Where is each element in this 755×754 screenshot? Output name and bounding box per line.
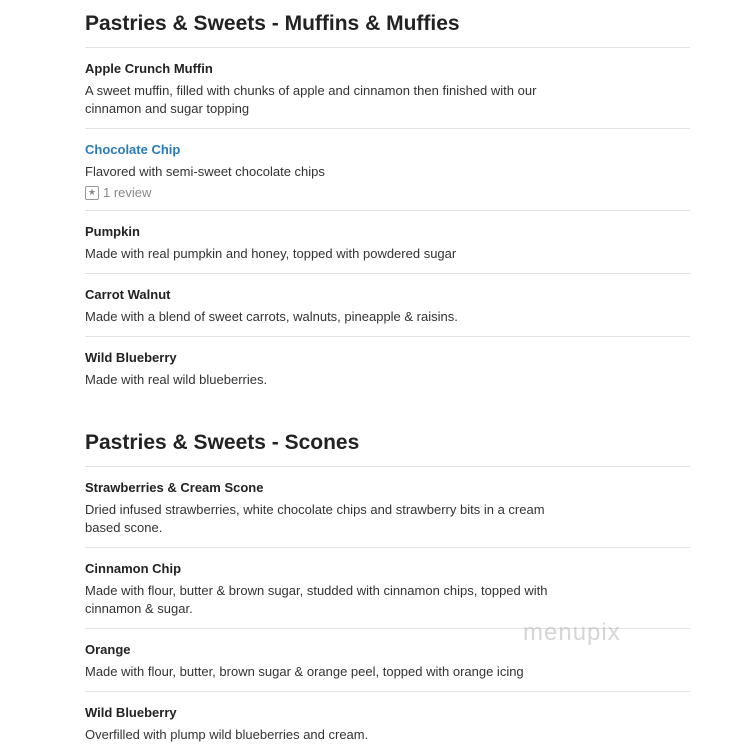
- item-description: Made with a blend of sweet carrots, walnuts, pineapple & raisins.: [85, 309, 458, 324]
- item-name: Apple Crunch Muffin: [85, 61, 213, 76]
- menu-item: [85, 129, 690, 211]
- menu-item: [85, 467, 690, 548]
- item-name-link[interactable]: Chocolate Chip: [85, 142, 181, 157]
- watermark: menupix: [523, 619, 621, 646]
- item-name: Cinnamon Chip: [85, 561, 182, 576]
- item-name: Strawberries & Cream Scone: [85, 480, 264, 495]
- menu-item: [85, 692, 690, 754]
- menu-item: [85, 211, 690, 274]
- item-name: Carrot Walnut: [85, 287, 171, 302]
- menu-item: [85, 337, 690, 399]
- item-description: Made with flour, butter, brown sugar & orange peel, topped with orange icing: [85, 664, 524, 679]
- item-name: Pumpkin: [85, 224, 140, 239]
- section-title-muffins: Pastries & Sweets - Muffins & Muffies: [85, 0, 690, 48]
- menu-page: [85, 0, 690, 754]
- item-description: Made with flour, butter & brown sugar, studded with cinnamon chips, topped with cinnamon & sugar.: [85, 583, 548, 616]
- menu-item: [85, 274, 690, 337]
- menu-item: [85, 48, 690, 129]
- item-description: Overfilled with plump wild blueberries and cream.: [85, 727, 369, 742]
- item-description: Made with real pumpkin and honey, topped with powdered sugar: [85, 246, 457, 261]
- item-description: A sweet muffin, filled with chunks of apple and cinnamon then finished with our cinnamon and sugar topping: [85, 83, 537, 116]
- section-title-scones: Pastries & Sweets - Scones: [85, 399, 690, 467]
- review-link[interactable]: [85, 185, 690, 200]
- item-name: Wild Blueberry: [85, 705, 177, 720]
- menu-item: [85, 548, 690, 629]
- item-description: Dried infused strawberries, white chocolate chips and strawberry bits in a cream based scone.: [85, 502, 545, 535]
- item-description: Flavored with semi-sweet chocolate chips: [85, 164, 325, 179]
- item-description: Made with real wild blueberries.: [85, 372, 268, 387]
- menu-item: [85, 629, 690, 692]
- item-name: Orange: [85, 642, 131, 657]
- review-count: 1 review: [103, 185, 152, 200]
- item-name: Wild Blueberry: [85, 350, 177, 365]
- star-box-icon: ★: [85, 186, 99, 200]
